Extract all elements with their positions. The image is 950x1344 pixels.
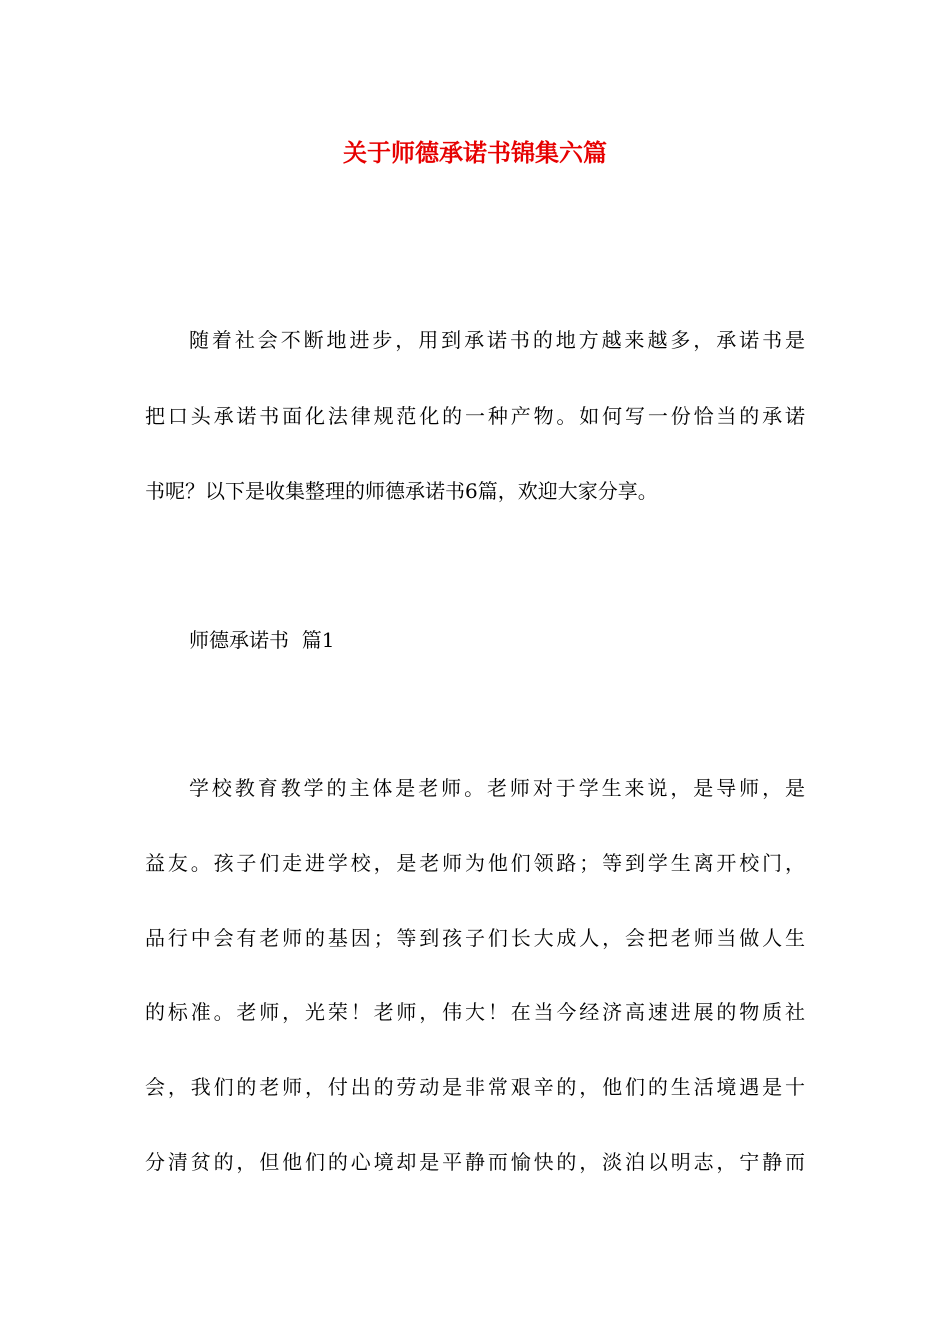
document-title: 关于师德承诺书锦集六篇: [343, 138, 607, 167]
intro-line-1: 随着社会不断地进步，用到承诺书的地方越来越多，承诺书是: [189, 328, 805, 352]
section-line-5: 会，我们的老师，付出的劳动是非常艰辛的，他们的生活境遇是十: [145, 1075, 805, 1099]
section-heading: 师德承诺书 篇1: [189, 628, 335, 652]
section-line-3: 品行中会有老师的基因；等到孩子们长大成人，会把老师当做人生: [145, 926, 805, 950]
section-line-4: 的标准。老师，光荣！老师，伟大！在当今经济高速进展的物质社: [145, 1000, 805, 1024]
section-line-1: 学校教育教学的主体是老师。老师对于学生来说，是导师，是: [189, 776, 805, 800]
intro-line-2: 把口头承诺书面化法律规范化的一种产物。如何写一份恰当的承诺: [145, 404, 805, 428]
section-line-6: 分清贫的，但他们的心境却是平静而愉快的，淡泊以明志，宁静而: [145, 1150, 805, 1174]
section-line-2: 益友。孩子们走进学校，是老师为他们领路；等到学生离开校门，: [145, 851, 805, 875]
intro-line-3: 书呢？以下是收集整理的师德承诺书6篇，欢迎大家分享。: [145, 479, 658, 503]
